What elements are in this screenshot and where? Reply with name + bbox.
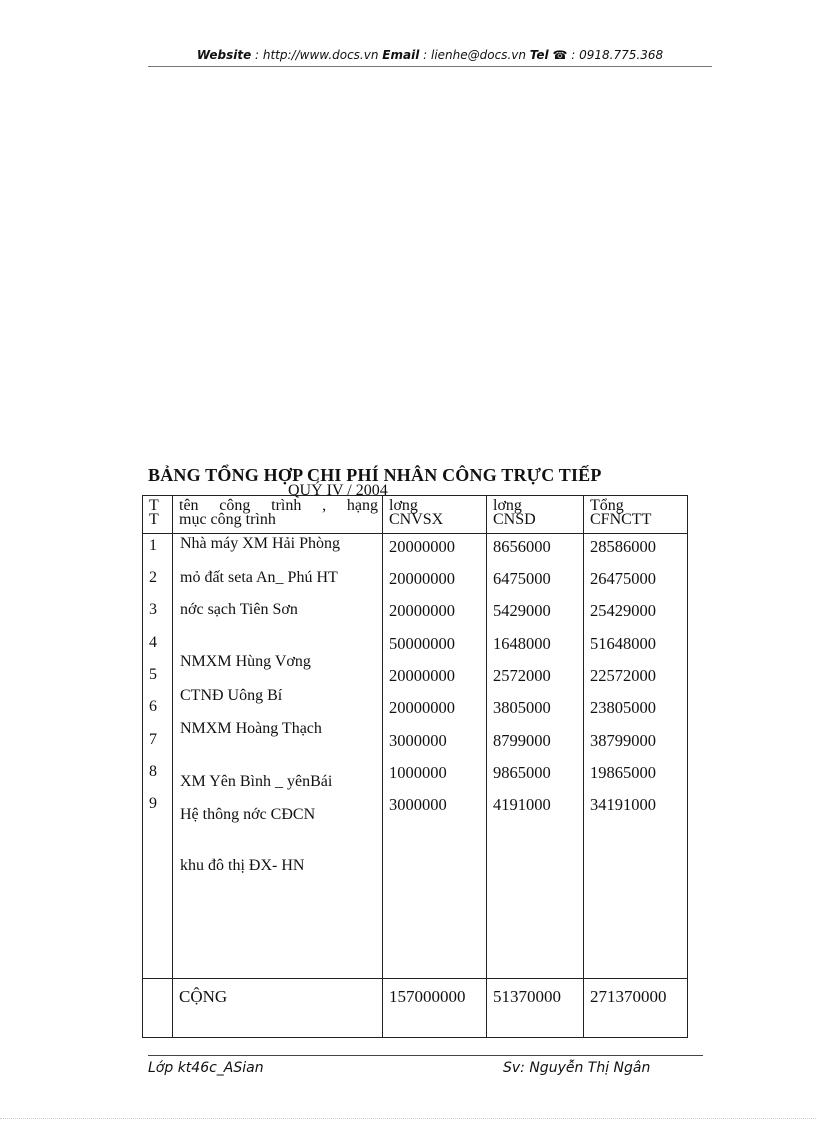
amount-cell: 20000000 (389, 601, 455, 620)
amount-cell: 19865000 (590, 763, 656, 782)
tt-cell: 3 (149, 601, 157, 618)
project-name-cell: NMXM Hùng Vơng (180, 653, 311, 670)
project-name-cell: Nhà máy XM Hải Phòng (180, 535, 340, 552)
table-total-row (143, 979, 688, 1038)
tong-cfnctt-column (584, 534, 688, 979)
telephone-icon: ☎ (552, 48, 568, 62)
tt-cell: 5 (149, 666, 157, 683)
amount-cell: 26475000 (590, 569, 656, 588)
project-name-cell: Hệ thông nớc CĐCN (180, 806, 316, 823)
header-tt-line1: T (149, 497, 159, 514)
amount-cell: 38799000 (590, 731, 656, 750)
website-value: : http://www.docs.vn (251, 48, 383, 62)
amount-cell: 50000000 (389, 634, 455, 653)
amount-cell: 4191000 (493, 795, 551, 814)
header-word: công (219, 497, 251, 514)
project-name-column (173, 534, 383, 979)
header-divider (148, 66, 712, 67)
amount-cell: 1648000 (493, 634, 551, 653)
project-name-cell: XM Yên Bình _ yênBái (180, 773, 333, 790)
table-subtitle: QUÝ IV / 2004 (288, 482, 388, 499)
header-project-line2: mục công trình (179, 511, 276, 528)
amount-cell: 20000000 (389, 698, 455, 717)
header-c3-line2: CNVSX (389, 511, 444, 528)
amount-cell: 8799000 (493, 731, 551, 750)
project-name-cell: NMXM Hoàng Thạch (180, 720, 322, 737)
project-name-cell: nớc sạch Tiên Sơn (180, 601, 298, 618)
header-luong-cnsd (487, 496, 584, 534)
amount-cell: 1000000 (389, 763, 447, 782)
header-tong-cfnctt (584, 496, 688, 534)
header-c5-line2: CFNCTT (590, 511, 652, 528)
luong-cnsd-column (487, 534, 584, 979)
table-header-row (143, 496, 688, 534)
tel-value: : 0918.775.368 (567, 48, 664, 62)
header-word: tên (179, 497, 199, 514)
luong-cnvsx-column (383, 534, 487, 979)
amount-cell: 5429000 (493, 601, 551, 620)
email-label: Email (382, 48, 420, 62)
header-c4-line1: lơng (493, 497, 522, 514)
footer-class: Lớp kt46c_ASian (148, 1060, 264, 1076)
table-title: BẢNG TỔNG HỢP CHI PHÍ NHÂN CÔNG TRỰC TIẾP (148, 465, 602, 485)
header-word: trình (271, 497, 302, 514)
labor-cost-table (142, 495, 688, 1038)
project-name-cell: CTNĐ Uông Bí (180, 687, 283, 704)
amount-cell: 2572000 (493, 666, 551, 685)
page-bottom-border (0, 1118, 816, 1119)
tt-column (143, 534, 173, 979)
amount-cell: 28586000 (590, 537, 656, 556)
total-tong-cfnctt: 271370000 (584, 979, 688, 1038)
footer-student: Sv: Nguyễn Thị Ngân (503, 1060, 651, 1076)
amount-cell: 3000000 (389, 795, 447, 814)
tt-cell: 7 (149, 731, 157, 748)
header-luong-cnvsx (383, 496, 487, 534)
amount-cell: 6475000 (493, 569, 551, 588)
header-project-name (173, 496, 383, 534)
table-body-row (143, 534, 688, 979)
header-word: hạng (346, 497, 378, 514)
header-tt (143, 496, 173, 534)
header-tt-line2: T (149, 511, 159, 528)
tt-cell: 1 (149, 537, 157, 554)
amount-cell: 25429000 (590, 601, 656, 620)
website-label: Website (196, 48, 252, 62)
tt-cell: 9 (149, 795, 157, 812)
amount-cell: 3000000 (389, 731, 447, 750)
page-header (148, 48, 712, 62)
total-luong-cnvsx: 157000000 (383, 979, 487, 1038)
tel-label: Tel (529, 48, 549, 62)
tt-cell: 8 (149, 763, 157, 780)
email-value: : lienhe@docs.vn (419, 48, 530, 62)
total-label: CỘNG (173, 979, 383, 1038)
tt-cell: 4 (149, 634, 157, 651)
amount-cell: 22572000 (590, 666, 656, 685)
amount-cell: 3805000 (493, 698, 551, 717)
project-name-cell: khu đô thị ĐX- HN (180, 857, 305, 874)
tt-cell: 6 (149, 698, 157, 715)
total-tt-cell (143, 979, 173, 1038)
amount-cell: 20000000 (389, 666, 455, 685)
amount-cell: 9865000 (493, 763, 551, 782)
header-word: , (322, 497, 327, 514)
header-c3-line1: lơng (389, 497, 418, 514)
footer-divider (148, 1055, 703, 1056)
amount-cell: 23805000 (590, 698, 656, 717)
amount-cell: 20000000 (389, 569, 455, 588)
amount-cell: 20000000 (389, 537, 455, 556)
project-name-cell: mỏ đất seta An_ Phú HT (180, 569, 338, 586)
header-c5-line1: Tổng (590, 497, 624, 514)
total-luong-cnsd: 51370000 (487, 979, 584, 1038)
amount-cell: 8656000 (493, 537, 551, 556)
amount-cell: 51648000 (590, 634, 656, 653)
amount-cell: 34191000 (590, 795, 656, 814)
header-c4-line2: CNSD (493, 511, 536, 528)
tt-cell: 2 (149, 569, 157, 586)
